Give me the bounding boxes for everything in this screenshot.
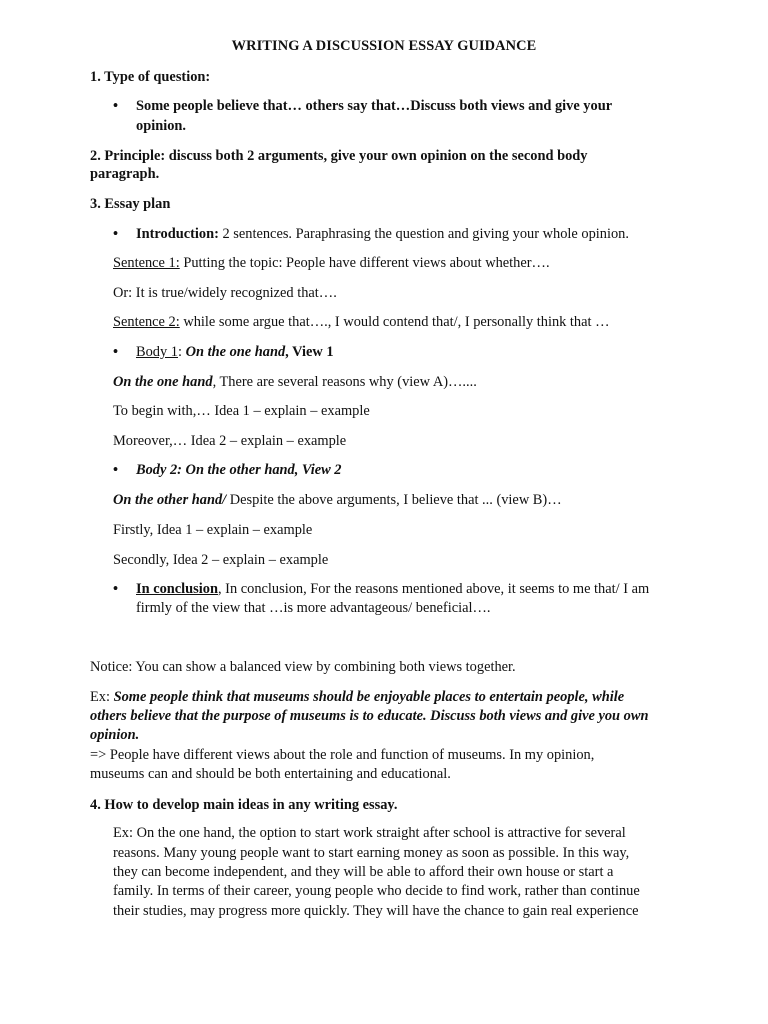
example-question-line1: Some people think that museums should be enjoyable places to entertain people, while — [113, 689, 625, 705]
example-question-line2: others believe that the purpose of museums is to educate. Discuss both views and give you own — [90, 708, 649, 724]
sentence2-line — [113, 313, 610, 331]
section2-line2: paragraph. — [90, 166, 160, 182]
bullet-marker: • — [113, 344, 119, 360]
section1-bullet-line1: Some people believe that… others say that…Discuss both views and give your — [136, 98, 613, 114]
body2-line1-rest: Despite the above arguments, I believe that ... (view B)… — [226, 492, 562, 508]
body2-line3: Secondly, Idea 2 – explain – example — [113, 552, 329, 568]
intro-text: 2 sentences. Paraphrasing the question and giving your whole opinion. — [218, 226, 629, 242]
section4-paragraph-line: reasons. Many young people want to start earning money as soon as possible. In this way, — [113, 845, 630, 861]
sentence1-text: Putting the topic: People have different views about whether…. — [179, 255, 550, 271]
body1-line3: Moreover,… Idea 2 – explain – example — [113, 433, 347, 449]
body1-italic: On the one hand — [185, 344, 286, 360]
sentence2-text: while some argue that…., I would contend that/, I personally think that … — [179, 314, 610, 330]
bullet-marker: • — [113, 226, 119, 242]
intro-label: Introduction: — [136, 226, 219, 242]
conclusion-text: , In conclusion, For the reasons mentioned above, it seems to me that/ I am — [217, 581, 650, 597]
section2-line1: 2. Principle: discuss both 2 arguments, give your own opinion on the second body — [90, 148, 588, 164]
body2-line1 — [113, 491, 562, 509]
body1-rest: , View 1 — [285, 344, 334, 360]
section4-paragraph-line: they can become independent, and they will be able to afford their own house or start a — [113, 864, 614, 880]
body2-heading: Body 2: On the other hand, View 2 — [136, 462, 342, 478]
body1-line1-italic: On the one hand — [113, 374, 213, 390]
conclusion-line1 — [136, 580, 649, 598]
bullet-marker: • — [113, 581, 119, 597]
body1-label: Body 1 — [136, 344, 178, 360]
body1-line2: To begin with,… Idea 1 – explain – example — [113, 403, 370, 419]
bullet-marker: • — [113, 98, 119, 114]
notice-line: Notice: You can show a balanced view by combining both views together. — [90, 659, 516, 675]
section3-heading: 3. Essay plan — [90, 196, 171, 212]
section1-heading: 1. Type of question: — [90, 69, 211, 85]
section4-paragraph-line: Ex: On the one hand, the option to start work straight after school is attractive for several — [113, 825, 626, 841]
section4-paragraph-line: family. In terms of their career, young people who decide to find work, rather than continue — [113, 883, 640, 899]
or-line: Or: It is true/widely recognized that…. — [113, 285, 337, 301]
example-answer-line1: => People have different views about the role and function of museums. In my opinion, — [90, 747, 595, 763]
body2-line2: Firstly, Idea 1 – explain – example — [113, 522, 313, 538]
bullet-marker: • — [113, 462, 119, 478]
section4-paragraph-line: their studies, may progress more quickly. They will have the chance to gain real experience — [113, 903, 639, 919]
body1-colon: : — [177, 344, 186, 360]
body2-line1-italic: On the other hand/ — [113, 492, 227, 508]
body1-line1 — [113, 373, 477, 391]
sentence2-label: Sentence 2: — [113, 314, 180, 330]
conclusion-line2: firmly of the view that …is more advantageous/ beneficial…. — [136, 600, 491, 616]
example-question-line3: opinion. — [90, 727, 140, 743]
body1-heading — [136, 343, 334, 361]
sentence1-label: Sentence 1: — [113, 255, 180, 271]
sentence1-line — [113, 254, 550, 272]
example-line1 — [90, 688, 624, 706]
body1-line1-rest: , There are several reasons why (view A)….... — [212, 374, 477, 390]
section4-heading: 4. How to develop main ideas in any writing essay. — [90, 797, 398, 813]
example-prefix: Ex: — [90, 689, 114, 705]
page-title: WRITING A DISCUSSION ESSAY GUIDANCE — [231, 38, 537, 54]
example-answer-line2: museums can and should be both entertaining and educational. — [90, 766, 451, 782]
conclusion-label: In conclusion — [136, 581, 218, 597]
section1-bullet-line2: opinion. — [136, 118, 186, 134]
intro-line — [136, 225, 629, 243]
